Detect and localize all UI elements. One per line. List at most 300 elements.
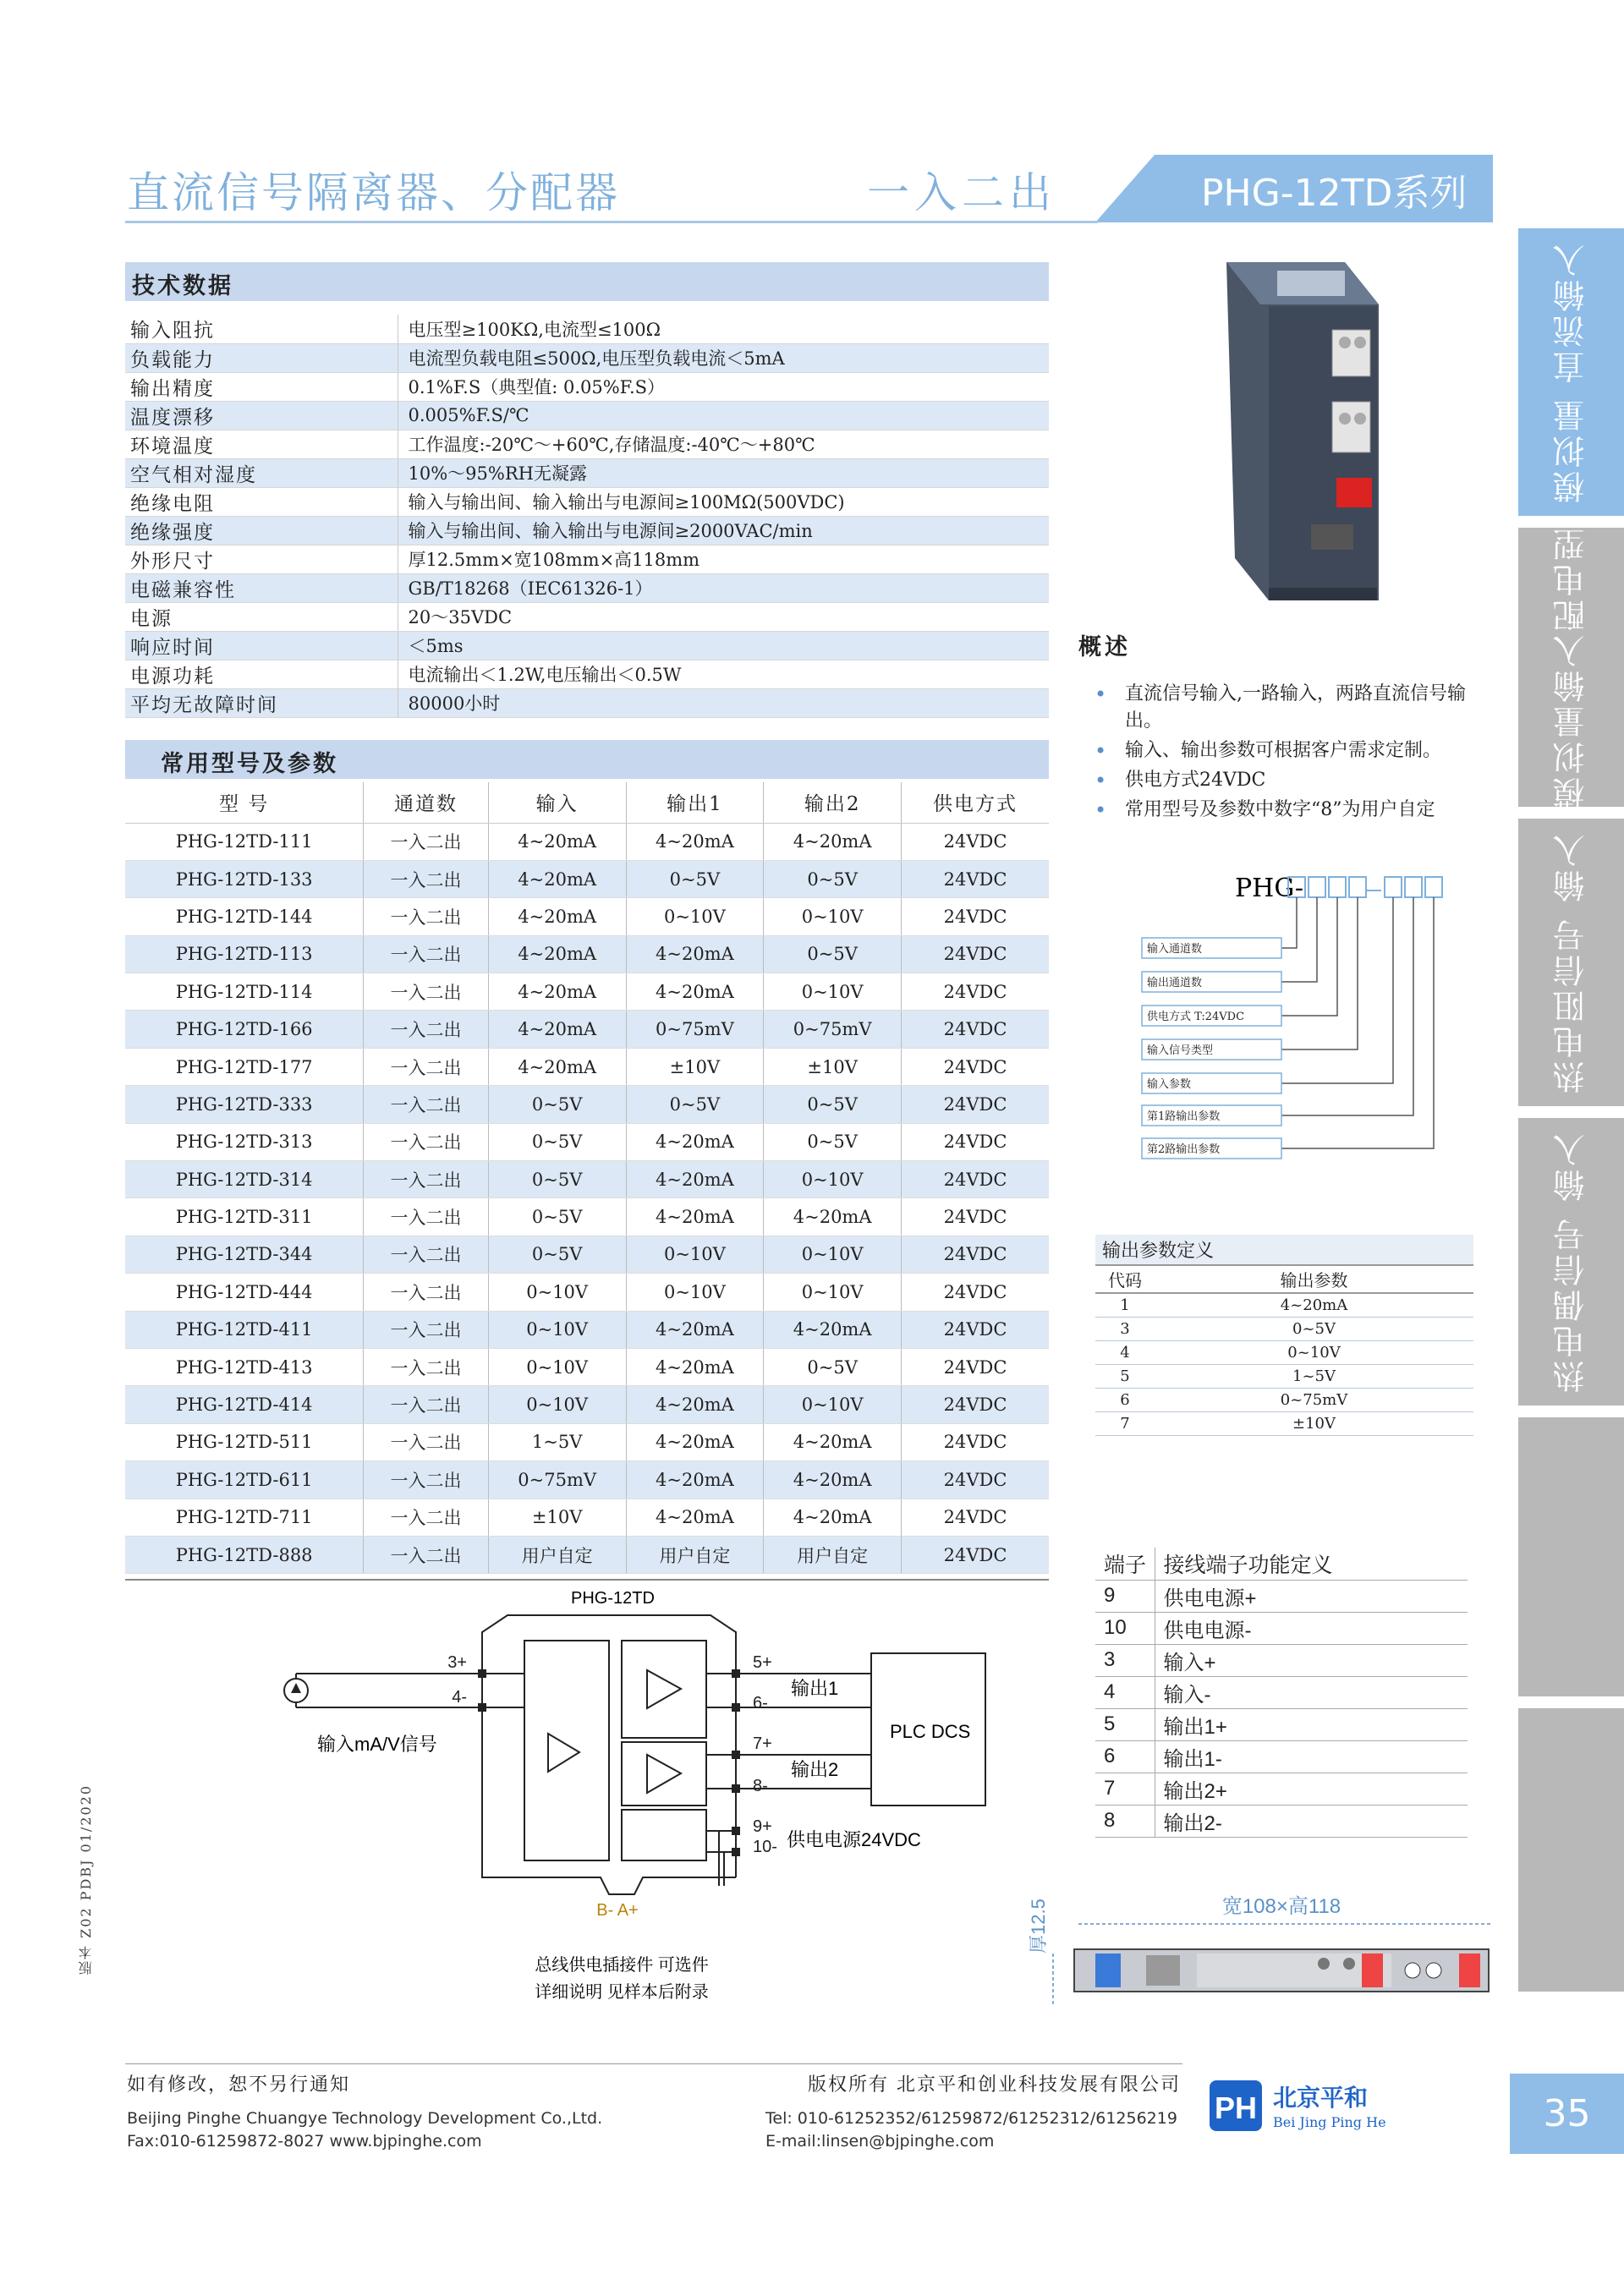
- table-cell: 0~5V: [626, 860, 764, 897]
- table-cell: 0~75mV: [488, 1461, 626, 1499]
- bus-note-1: 总线供电插接件 可选件: [535, 1956, 709, 1975]
- pin-label: 7+: [753, 1734, 772, 1753]
- table-row: [125, 1348, 1049, 1385]
- table-row: [1095, 1708, 1468, 1740]
- table-cell: 一入二出: [364, 1198, 489, 1236]
- table-cell: 4~20mA: [1155, 1293, 1473, 1317]
- table-cell: 4~20mA: [488, 860, 626, 897]
- footer-company-en: Beijing Pinghe Chuangye Technology Development Co.,Ltd.: [127, 2109, 603, 2128]
- tech-key: 输出精度: [125, 372, 398, 401]
- table-row: [125, 1048, 1049, 1085]
- col-header: 输入: [488, 782, 626, 823]
- table-cell: 4~20mA: [626, 1198, 764, 1236]
- table-cell: 输入+: [1155, 1644, 1468, 1676]
- table-cell: 0~5V: [626, 1086, 764, 1123]
- tech-key: 电源功耗: [125, 660, 398, 688]
- sidebar-tab-blank-1[interactable]: [1518, 1417, 1624, 1696]
- table-cell: 输出1-: [1155, 1740, 1468, 1773]
- output-param-title: 输出参数定义: [1095, 1235, 1473, 1266]
- table-cell: 4~20mA: [626, 1423, 764, 1460]
- table-cell: 0~10V: [764, 1386, 902, 1423]
- table-cell: 3: [1095, 1644, 1155, 1676]
- product-photo: [1218, 254, 1387, 609]
- table-cell: 24VDC: [902, 823, 1050, 860]
- tech-row: [125, 545, 1049, 573]
- table-cell: 0~5V: [764, 1086, 902, 1123]
- models-heading: 常用型号及参数: [125, 740, 1049, 779]
- footer-email: E-mail:linsen@bjpinghe.com: [765, 2132, 995, 2151]
- table-cell: 24VDC: [902, 1048, 1050, 1085]
- pin-label: 5+: [753, 1653, 772, 1672]
- table-cell: 5: [1095, 1364, 1155, 1388]
- table-cell: 4~20mA: [626, 1123, 764, 1160]
- tech-row: [125, 631, 1049, 660]
- table-cell: 4~20mA: [488, 1011, 626, 1048]
- table-cell: PHG-12TD-113: [125, 935, 364, 973]
- table-row: [125, 1311, 1049, 1348]
- table-cell: PHG-12TD-413: [125, 1348, 364, 1385]
- table-cell: PHG-12TD-511: [125, 1423, 364, 1460]
- tech-value: GB/T18268（IEC61326-1）: [398, 573, 1049, 602]
- table-cell: 输入-: [1155, 1676, 1468, 1708]
- col-header: 代码: [1095, 1266, 1155, 1293]
- table-cell: 0~5V: [1155, 1317, 1473, 1340]
- code-label: 供电方式 T:24VDC: [1147, 1011, 1245, 1023]
- table-row: [1095, 1364, 1473, 1388]
- table-cell: PHG-12TD-414: [125, 1386, 364, 1423]
- table-cell: 4~20mA: [626, 1386, 764, 1423]
- table-row: [125, 935, 1049, 973]
- table-cell: 24VDC: [902, 1011, 1050, 1048]
- table-cell: 一入二出: [364, 1536, 489, 1573]
- table-cell: 输出2+: [1155, 1773, 1468, 1805]
- table-cell: 0~5V: [488, 1198, 626, 1236]
- table-cell: 一入二出: [364, 935, 489, 973]
- overview-item: • 输入、输出参数可根据客户需求定制。: [1083, 737, 1480, 764]
- table-cell: 0~75mV: [764, 1011, 902, 1048]
- version-stamp: 版本 Z02 PDBJ 01/2020: [78, 1784, 94, 1975]
- sidebar-tab-blank-2[interactable]: [1518, 1708, 1624, 1992]
- table-cell: 供电电源-: [1155, 1612, 1468, 1644]
- code-label: 输入通道数: [1147, 943, 1203, 956]
- table-cell: 24VDC: [902, 1348, 1050, 1385]
- code-label: 输出通道数: [1147, 977, 1203, 989]
- tech-key: 电源: [125, 602, 398, 631]
- logo-en: Bei Jing Ping He: [1273, 2114, 1386, 2130]
- table-cell: 9: [1095, 1580, 1155, 1612]
- sidebar-tab-tc-input[interactable]: [1518, 1118, 1624, 1406]
- tech-data-heading: 技术数据: [125, 262, 1049, 301]
- table-cell: 0~5V: [488, 1161, 626, 1198]
- pin-label: 10-: [753, 1838, 777, 1856]
- table-cell: 一入二出: [364, 1236, 489, 1273]
- table-cell: 6: [1095, 1740, 1155, 1773]
- table-cell: 0~75mV: [1155, 1388, 1473, 1411]
- table-cell: 0~10V: [1155, 1340, 1473, 1364]
- table-cell: 24VDC: [902, 1311, 1050, 1348]
- table-row: [125, 1086, 1049, 1123]
- table-row: [125, 1011, 1049, 1048]
- tech-row: [125, 372, 1049, 401]
- tech-value: 输入与输出间、输入输出与电源间≥100MΩ(500VDC): [398, 487, 1049, 516]
- out1-label: 输出1: [791, 1678, 839, 1699]
- table-cell: 24VDC: [902, 1086, 1050, 1123]
- col-header: 输出参数: [1155, 1266, 1473, 1293]
- table-cell: 10: [1095, 1612, 1155, 1644]
- tech-row: [125, 315, 1049, 343]
- table-cell: 0~5V: [764, 1123, 902, 1160]
- table-row: [125, 1198, 1049, 1236]
- page-subtitle: 一入二出: [867, 168, 1056, 217]
- table-cell: 一入二出: [364, 1123, 489, 1160]
- overview-item: • 常用型号及参数中数字“8”为用户自定: [1083, 797, 1480, 824]
- terminal-header-row: [1095, 1548, 1468, 1580]
- table-row: [1095, 1340, 1473, 1364]
- table-cell: 用户自定: [488, 1536, 626, 1573]
- table-cell: 4~20mA: [488, 1048, 626, 1085]
- logo-cn: 北京平和: [1273, 2084, 1369, 2112]
- table-cell: 0~10V: [488, 1311, 626, 1348]
- overview-list: [1083, 681, 1480, 826]
- table-row: [1095, 1580, 1468, 1612]
- table-cell: 4: [1095, 1676, 1155, 1708]
- table-cell: 一入二出: [364, 1423, 489, 1460]
- table-cell: 一入二出: [364, 860, 489, 897]
- bus-note-2: 详细说明 见样本后附录: [535, 1983, 709, 2002]
- code-label: 第2路输出参数: [1147, 1143, 1221, 1156]
- table-cell: ±10V: [488, 1499, 626, 1536]
- table-row: [125, 1499, 1049, 1536]
- table-cell: 4~20mA: [488, 823, 626, 860]
- sidebar-tab-label: 模拟量 直流输入: [1553, 240, 1590, 504]
- table-cell: 7: [1095, 1411, 1155, 1435]
- table-cell: 0~5V: [488, 1123, 626, 1160]
- table-cell: PHG-12TD-311: [125, 1198, 364, 1236]
- tech-value: 输入与输出间、输入输出与电源间≥2000VAC/min: [398, 516, 1049, 545]
- series-name: PHG-12TD系列: [1201, 172, 1468, 215]
- tech-value: 电流输出＜1.2W,电压输出＜0.5W: [398, 660, 1049, 688]
- output-param-table: [1095, 1235, 1473, 1436]
- table-cell: 输出2-: [1155, 1805, 1468, 1837]
- table-cell: 3: [1095, 1317, 1155, 1340]
- table-cell: 24VDC: [902, 1386, 1050, 1423]
- table-cell: PHG-12TD-133: [125, 860, 364, 897]
- code-prefix: PHG-: [1235, 874, 1304, 903]
- table-cell: 0~10V: [764, 898, 902, 935]
- table-cell: 6: [1095, 1388, 1155, 1411]
- table-row: [125, 1423, 1049, 1460]
- tech-value: 电流型负载电阻≤500Ω,电压型负载电流＜5mA: [398, 343, 1049, 372]
- table-cell: 1: [1095, 1293, 1155, 1317]
- table-cell: 4~20mA: [764, 1198, 902, 1236]
- tech-row: [125, 602, 1049, 631]
- table-cell: 0~10V: [626, 898, 764, 935]
- table-cell: 24VDC: [902, 1461, 1050, 1499]
- footer-rule: [125, 2063, 1182, 2064]
- tech-value: ＜5ms: [398, 631, 1049, 660]
- tech-value: 80000小时: [398, 688, 1049, 717]
- table-cell: 一入二出: [364, 1386, 489, 1423]
- out2-label: 输出2: [791, 1759, 839, 1780]
- table-cell: 1~5V: [1155, 1364, 1473, 1388]
- tech-key: 输入阻抗: [125, 315, 398, 343]
- tech-row: [125, 660, 1049, 688]
- table-cell: PHG-12TD-611: [125, 1461, 364, 1499]
- table-cell: 4~20mA: [626, 1461, 764, 1499]
- table-cell: PHG-12TD-711: [125, 1499, 364, 1536]
- tech-value: 厚12.5mm×宽108mm×高118mm: [398, 545, 1049, 573]
- table-cell: 供电电源+: [1155, 1580, 1468, 1612]
- table-row: [1095, 1676, 1468, 1708]
- table-cell: ±10V: [626, 1048, 764, 1085]
- table-cell: PHG-12TD-144: [125, 898, 364, 935]
- table-row: [1095, 1388, 1473, 1411]
- table-cell: PHG-12TD-166: [125, 1011, 364, 1048]
- input-label: 输入mA/V信号: [317, 1734, 437, 1755]
- sidebar-tab-label: 模拟量输入配电型: [1553, 525, 1590, 809]
- table-cell: 4~20mA: [626, 1499, 764, 1536]
- table-cell: 4~20mA: [626, 1348, 764, 1385]
- table-cell: 4~20mA: [764, 1311, 902, 1348]
- table-cell: 0~10V: [488, 1348, 626, 1385]
- tech-key: 绝缘强度: [125, 516, 398, 545]
- footer-copyright: 版权所有 北京平和创业科技发展有限公司: [808, 2074, 1181, 2096]
- table-row: [125, 860, 1049, 897]
- table-cell: 0~10V: [764, 1236, 902, 1273]
- bus-label: B- A+: [596, 1901, 639, 1920]
- thickness-label: 厚12.5: [1028, 1899, 1049, 1954]
- table-cell: PHG-12TD-114: [125, 973, 364, 1011]
- tech-row: [125, 401, 1049, 430]
- tech-key: 响应时间: [125, 631, 398, 660]
- table-cell: 24VDC: [902, 860, 1050, 897]
- table-cell: ±10V: [1155, 1411, 1473, 1435]
- dimension-diagram: [1028, 1852, 1501, 2013]
- wiring-diagram: [245, 1581, 1057, 2021]
- table-cell: PHG-12TD-314: [125, 1161, 364, 1198]
- sidebar-tab-analog-distributor[interactable]: [1518, 525, 1624, 809]
- table-row: [1095, 1293, 1473, 1317]
- table-cell: 一入二出: [364, 1274, 489, 1311]
- col-header: 通道数: [364, 782, 489, 823]
- table-row: [125, 1161, 1049, 1198]
- table-cell: 一入二出: [364, 1311, 489, 1348]
- table-cell: 0~5V: [764, 860, 902, 897]
- table-row: [125, 973, 1049, 1011]
- table-cell: PHG-12TD-444: [125, 1274, 364, 1311]
- col-header: 型 号: [125, 782, 364, 823]
- table-cell: 4~20mA: [488, 898, 626, 935]
- table-cell: 0~75mV: [626, 1011, 764, 1048]
- tech-row: [125, 430, 1049, 458]
- table-cell: 用户自定: [764, 1536, 902, 1573]
- sidebar-tab-dc-input[interactable]: [1518, 228, 1624, 516]
- tech-data-table: [125, 315, 1049, 718]
- table-cell: 5: [1095, 1708, 1155, 1740]
- table-cell: 0~5V: [488, 1086, 626, 1123]
- code-label: 第1路输出参数: [1147, 1110, 1221, 1123]
- table-row: [125, 1274, 1049, 1311]
- tech-key: 外形尺寸: [125, 545, 398, 573]
- table-cell: 一入二出: [364, 1461, 489, 1499]
- table-cell: 一入二出: [364, 1161, 489, 1198]
- code-label: 输入信号类型: [1147, 1044, 1214, 1057]
- pin-label: 8-: [753, 1777, 768, 1795]
- table-cell: ±10V: [764, 1048, 902, 1085]
- page-number: 35: [1510, 2074, 1624, 2154]
- table-cell: 7: [1095, 1773, 1155, 1805]
- table-cell: 0~10V: [764, 973, 902, 1011]
- table-cell: 0~10V: [488, 1386, 626, 1423]
- table-cell: 0~10V: [764, 1274, 902, 1311]
- tech-value: 20～35VDC: [398, 602, 1049, 631]
- footer-tel: Tel: 010-61252352/61259872/61252312/61256219: [765, 2109, 1177, 2128]
- table-row: [125, 1236, 1049, 1273]
- code-label: 输入参数: [1147, 1078, 1192, 1091]
- table-row: [125, 898, 1049, 935]
- table-row: [1095, 1612, 1468, 1644]
- table-cell: 4: [1095, 1340, 1155, 1364]
- table-cell: 一入二出: [364, 898, 489, 935]
- sidebar-tab-label: 热电阻信号 输入: [1553, 830, 1590, 1094]
- col-header: 输出1: [626, 782, 764, 823]
- table-cell: 24VDC: [902, 898, 1050, 935]
- width-height-label: 宽108×高118: [1221, 1895, 1341, 1918]
- table-cell: 24VDC: [902, 1423, 1050, 1460]
- table-cell: 输出1+: [1155, 1708, 1468, 1740]
- header-rule: [125, 221, 1098, 223]
- sidebar-tab-label: 热电偶信号 输入: [1553, 1130, 1590, 1394]
- category-sidebar: [1518, 228, 1624, 2003]
- col-header: 端子: [1095, 1548, 1155, 1580]
- tech-key: 温度漂移: [125, 401, 398, 430]
- table-cell: 24VDC: [902, 935, 1050, 973]
- table-cell: 24VDC: [902, 973, 1050, 1011]
- table-row: [125, 1461, 1049, 1499]
- tech-row: [125, 688, 1049, 717]
- table-cell: PHG-12TD-344: [125, 1236, 364, 1273]
- table-cell: PHG-12TD-313: [125, 1123, 364, 1160]
- tech-row: [125, 516, 1049, 545]
- table-cell: 24VDC: [902, 1274, 1050, 1311]
- company-logo: [1210, 2076, 1421, 2135]
- table-cell: 1~5V: [488, 1423, 626, 1460]
- tech-row: [125, 487, 1049, 516]
- table-cell: 24VDC: [902, 1123, 1050, 1160]
- page-title: 直流信号隔离器、分配器: [127, 168, 620, 217]
- table-row: [1095, 1805, 1468, 1837]
- tech-value: 工作温度:-20℃～+60℃,存储温度:-40℃～+80℃: [398, 430, 1049, 458]
- table-cell: 0~10V: [488, 1274, 626, 1311]
- models-table-rule: [125, 1579, 1049, 1581]
- tech-row: [125, 573, 1049, 602]
- power-label: 供电电源24VDC: [787, 1829, 921, 1850]
- table-cell: 一入二出: [364, 1048, 489, 1085]
- tech-key: 绝缘电阻: [125, 487, 398, 516]
- tech-value: 0.1%F.S（典型值: 0.05%F.S）: [398, 372, 1049, 401]
- tech-row: [125, 343, 1049, 372]
- device-label: PHG-12TD: [571, 1589, 655, 1608]
- tech-key: 环境温度: [125, 430, 398, 458]
- table-cell: 一入二出: [364, 823, 489, 860]
- table-cell: 4~20mA: [764, 1423, 902, 1460]
- col-header: 输出2: [764, 782, 902, 823]
- terminal-table: [1095, 1548, 1468, 1838]
- table-cell: 一入二出: [364, 973, 489, 1011]
- table-cell: 0~5V: [488, 1236, 626, 1273]
- tech-key: 负载能力: [125, 343, 398, 372]
- table-cell: 4~20mA: [626, 1161, 764, 1198]
- model-code-diagram: [1133, 867, 1489, 1180]
- table-cell: 一入二出: [364, 1499, 489, 1536]
- svg-text:PH: PH: [1214, 2091, 1258, 2125]
- table-cell: 4~20mA: [488, 935, 626, 973]
- tech-key: 平均无故障时间: [125, 688, 398, 717]
- table-cell: 4~20mA: [626, 823, 764, 860]
- table-cell: 4~20mA: [764, 1499, 902, 1536]
- table-row: [1095, 1644, 1468, 1676]
- table-cell: 4~20mA: [764, 1461, 902, 1499]
- pin-label: 4-: [452, 1688, 467, 1707]
- table-row: [1095, 1317, 1473, 1340]
- table-cell: 4~20mA: [626, 935, 764, 973]
- table-cell: 用户自定: [626, 1536, 764, 1573]
- table-cell: PHG-12TD-411: [125, 1311, 364, 1348]
- plc-label: PLC DCS: [890, 1721, 971, 1742]
- table-cell: 4~20mA: [764, 823, 902, 860]
- table-row: [1095, 1740, 1468, 1773]
- table-row: [125, 1536, 1049, 1573]
- table-cell: 4~20mA: [626, 1311, 764, 1348]
- table-cell: 24VDC: [902, 1536, 1050, 1573]
- models-table: [125, 782, 1049, 1574]
- tech-value: 电压型≥100KΩ,电流型≤100Ω: [398, 315, 1049, 343]
- table-cell: PHG-12TD-888: [125, 1536, 364, 1573]
- table-cell: 一入二出: [364, 1086, 489, 1123]
- overview-title: 概述: [1078, 634, 1131, 660]
- col-header: 接线端子功能定义: [1155, 1548, 1468, 1580]
- table-row: [125, 1123, 1049, 1160]
- table-cell: 24VDC: [902, 1499, 1050, 1536]
- table-row: [1095, 1411, 1473, 1435]
- table-cell: 0~5V: [764, 1348, 902, 1385]
- table-row: [125, 1386, 1049, 1423]
- table-cell: 一入二出: [364, 1011, 489, 1048]
- overview-item: • 供电方式24VDC: [1083, 767, 1480, 794]
- overview-item: • 直流信号输入,一路输入，两路直流信号输出。: [1083, 681, 1480, 735]
- pin-label: 6-: [753, 1694, 768, 1712]
- sidebar-tab-rtd-input[interactable]: [1518, 819, 1624, 1106]
- table-cell: 24VDC: [902, 1161, 1050, 1198]
- table-cell: 4~20mA: [488, 973, 626, 1011]
- pin-label: 9+: [753, 1817, 772, 1836]
- tech-key: 空气相对湿度: [125, 458, 398, 487]
- table-cell: 0~5V: [764, 935, 902, 973]
- table-cell: PHG-12TD-111: [125, 823, 364, 860]
- col-header: 供电方式: [902, 782, 1050, 823]
- table-cell: 一入二出: [364, 1348, 489, 1385]
- table-cell: 0~10V: [626, 1274, 764, 1311]
- table-cell: 0~10V: [764, 1161, 902, 1198]
- tech-key: 电磁兼容性: [125, 573, 398, 602]
- table-cell: 0~10V: [626, 1236, 764, 1273]
- tech-value: 10%～95%RH无凝露: [398, 458, 1049, 487]
- footer-note: 如有修改，恕不另行通知: [127, 2074, 351, 2096]
- table-row: [125, 823, 1049, 860]
- table-cell: PHG-12TD-333: [125, 1086, 364, 1123]
- tech-row: [125, 458, 1049, 487]
- pin-label: 3+: [447, 1653, 467, 1672]
